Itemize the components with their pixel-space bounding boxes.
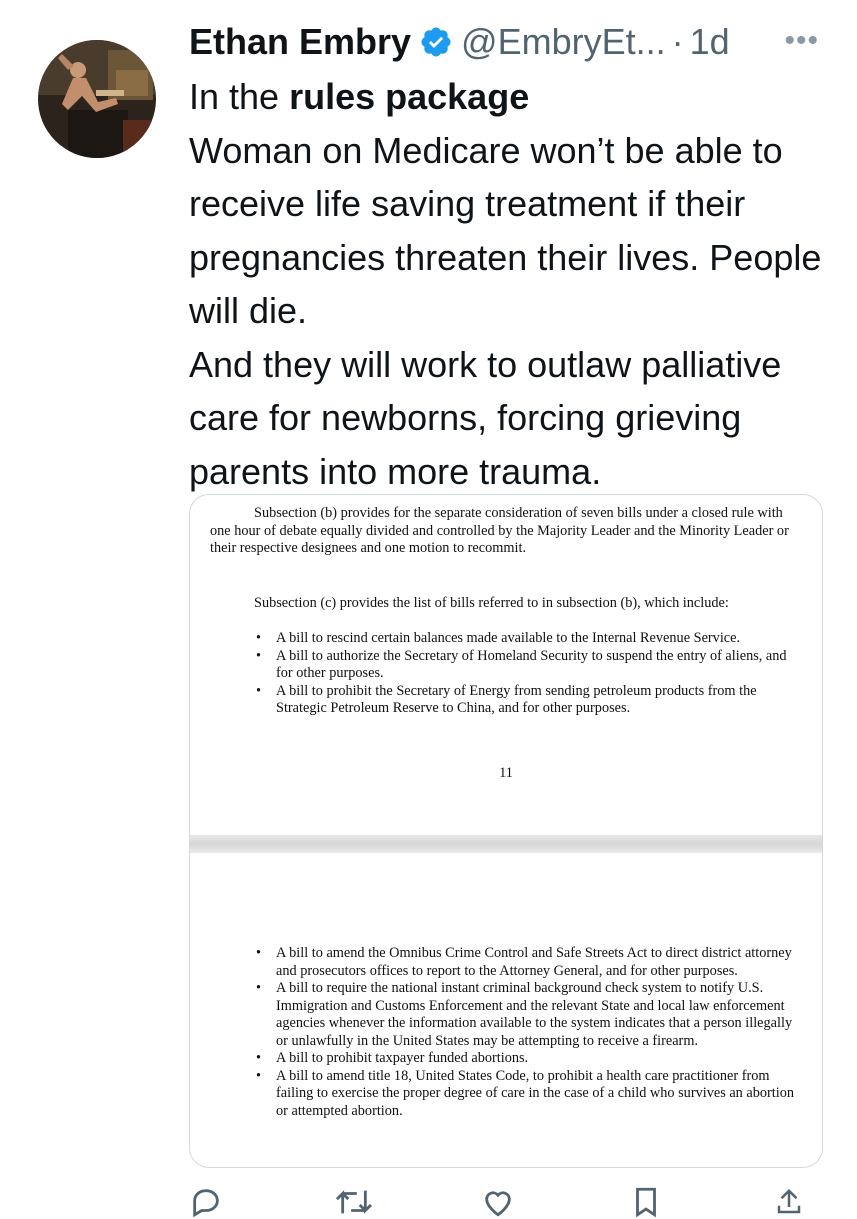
separator-dot: ·	[671, 21, 684, 62]
retweet-button[interactable]	[334, 1185, 374, 1219]
tweet-paragraph-3: And they will work to outlaw palliative care for newborns, forcing grieving parents into more trauma.	[189, 343, 782, 492]
tweet-bold-text: rules package	[289, 76, 530, 117]
bill-list-item: • A bill to amend the Omnibus Crime Control and Safe Streets Act to direct district attorney and prosecutors offices to report to the Attorney General, and for other purposes.	[256, 945, 801, 980]
avatar[interactable]	[38, 40, 156, 158]
bill-list-item: • A bill to require the national instant criminal background check system to notify U.S. Immigration and Customs Enforcement and the relevant State and local law enforcement agencies whenever the information available to the system indicates that a person illegally or unlawfully in the United States may be attempting to receive a firearm.	[256, 980, 801, 1050]
tweet-line-1-prefix: In the	[189, 76, 290, 117]
bill-list-item: • A bill to rescind certain balances made available to the Internal Revenue Service.	[256, 630, 801, 648]
tweet-action-bar	[189, 1185, 809, 1205]
subsection-b-paragraph: Subsection (b) provides for the separate consideration of seven bills under a closed rule with one hour of debate equally divided and controlled by the Majority Leader and the Minority Leader or their respective designees and one motion to recommit.	[210, 505, 789, 556]
timestamp[interactable]: 1d	[689, 21, 730, 62]
more-options-icon[interactable]: •••	[784, 24, 819, 57]
share-icon	[774, 1185, 804, 1219]
verified-badge-icon	[419, 25, 453, 59]
bill-list-item: • A bill to amend title 18, United States Code, to prohibit a health care practitioner from failing to exercise the proper degree of care in the case of a child who survives an abortion or attempted abortion.	[256, 1068, 801, 1121]
author-handle[interactable]: @EmbryEt...	[461, 21, 666, 62]
attached-document-image[interactable]	[189, 494, 823, 1168]
reply-button[interactable]	[189, 1185, 223, 1219]
like-button[interactable]	[481, 1185, 515, 1219]
like-icon	[481, 1185, 515, 1219]
page-divider	[190, 835, 822, 853]
bookmark-icon	[629, 1185, 663, 1219]
retweet-icon	[334, 1185, 374, 1219]
document-page-11	[190, 495, 822, 835]
document-page-12	[190, 853, 822, 1167]
tweet-header	[189, 20, 833, 64]
bill-list-item: • A bill to prohibit taxpayer funded abortions.	[256, 1050, 801, 1068]
avatar-image	[38, 40, 156, 158]
bill-list-page-12	[256, 945, 801, 1120]
tweet-text	[189, 70, 839, 498]
bookmark-button[interactable]	[629, 1185, 663, 1219]
page-number: 11	[499, 765, 513, 781]
reply-icon	[189, 1185, 223, 1219]
bill-list-item: • A bill to authorize the Secretary of Homeland Security to suspend the entry of aliens, and for other purposes.	[256, 648, 801, 683]
tweet-paragraph-2: Woman on Medicare won’t be able to receive life saving treatment if their pregnancies threaten their lives. People will die.	[189, 129, 822, 331]
share-button[interactable]	[774, 1185, 804, 1219]
subsection-c-paragraph: Subsection (c) provides the list of bills referred to in subsection (b), which include:	[254, 595, 729, 611]
tweet-line-1	[189, 70, 839, 124]
bill-list-page-11	[256, 630, 801, 718]
author-name[interactable]: Ethan Embry	[189, 21, 412, 62]
bill-list-item: • A bill to prohibit the Secretary of Energy from sending petroleum products from the Strategic Petroleum Reserve to China, and for other purposes.	[256, 683, 801, 718]
